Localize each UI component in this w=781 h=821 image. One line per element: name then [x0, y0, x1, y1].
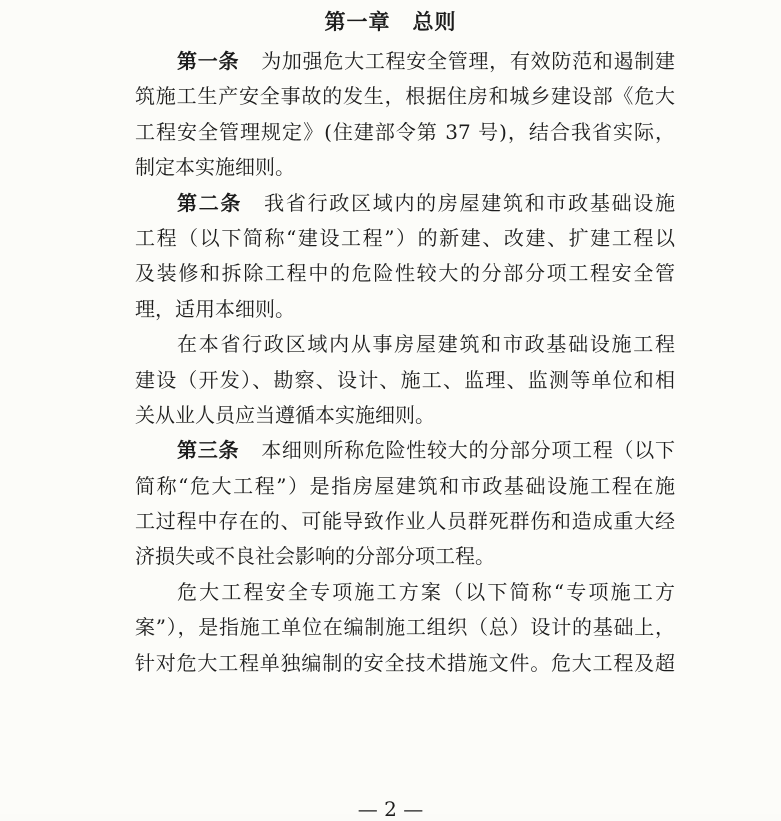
page-number: — 2 — [357, 797, 424, 821]
article-1-text: 为加强危大工程安全管理，有效防范和遏制建 [261, 49, 676, 73]
article-1-line-2: 筑施工生产安全事故的发生，根据住房和城乡建设部《危大 [135, 84, 675, 109]
article-3-line-3: 工过程中存在的、可能导致作业人员群死群伤和造成重大经 [135, 509, 675, 534]
article-1-line-3: 工程安全管理规定》(住建部令第 37 号)，结合我省实际， [135, 119, 675, 144]
article-2-line-4: 理，适用本细则。 [135, 296, 295, 321]
chapter-title: 第一章 总则 [324, 10, 457, 34]
article-2-line-1 [135, 186, 675, 221]
article-3-text: 本细则所称危险性较大的分部分项工程（以下 [261, 438, 676, 463]
article-1-label: 第一条 [177, 49, 240, 73]
article-3-label: 第三条 [177, 438, 240, 463]
article-1-line-1 [135, 44, 675, 79]
paragraph-3b-line-3: 针对危大工程单独编制的安全技术措施文件。危大工程及超 [135, 650, 675, 675]
article-2-text: 我省行政区域内的房屋建筑和市政基础设施 [264, 190, 676, 215]
paragraph-3b-line-2: 案”），是指施工单位在编制施工组织（总）设计的基础上， [135, 615, 675, 640]
paragraph-2b-line-1: 在本省行政区域内从事房屋建筑和市政基础设施工程 [177, 332, 675, 357]
paragraph-2b-line-2: 建设（开发）、勘察、设计、施工、监理、监测等单位和相 [135, 367, 675, 392]
article-2-line-2: 工程（以下简称“建设工程”）的新建、改建、扩建工程以 [135, 225, 675, 250]
article-2-line-3: 及装修和拆除工程中的危险性较大的分部分项工程安全管 [135, 261, 675, 286]
article-3-line-4: 济损失或不良社会影响的分部分项工程。 [135, 544, 495, 569]
document-body [135, 44, 675, 681]
article-3-line-2: 简称“危大工程”）是指房屋建筑和市政基础设施工程在施 [135, 473, 675, 498]
article-2-label: 第二条 [177, 190, 243, 215]
article-3-line-1 [135, 433, 675, 468]
paragraph-2b-line-3: 关从业人员应当遵循本实施细则。 [135, 402, 435, 427]
paragraph-3b-line-1: 危大工程安全专项施工方案（以下简称“专项施工方 [177, 579, 675, 604]
article-1-line-4: 制定本实施细则。 [135, 155, 295, 180]
